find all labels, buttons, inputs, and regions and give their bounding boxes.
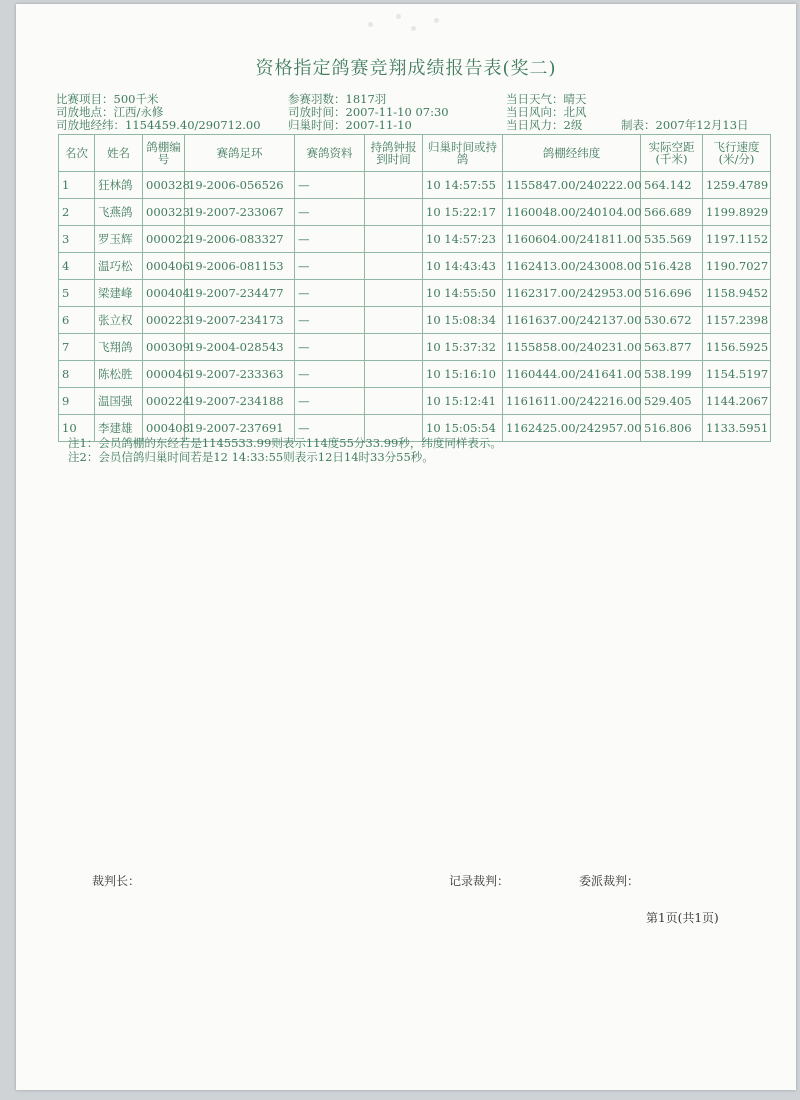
table-row (59, 226, 771, 253)
meta-wind-direction: 当日风向：北风 (506, 105, 587, 119)
punch-hole (396, 14, 401, 19)
cell-speed: 1133.5951 (703, 415, 771, 442)
cell-name: 陈松胜 (95, 361, 143, 388)
cell-ring: 19-2006-056526 (185, 172, 295, 199)
cell-rank: 4 (59, 253, 95, 280)
cell-arrival: 10 15:16:10 (423, 361, 503, 388)
cell-arrival: 10 15:22:17 (423, 199, 503, 226)
meta-release-coords: 司放地经纬：1154459.40/290712.00 (56, 118, 261, 132)
cell-distance: 538.199 (641, 361, 703, 388)
table-row (59, 253, 771, 280)
cell-loft: 000328 (143, 172, 185, 199)
cell-info: — (295, 307, 365, 334)
cell-clock (365, 334, 423, 361)
cell-ring: 19-2007-233067 (185, 199, 295, 226)
cell-speed: 1157.2398 (703, 307, 771, 334)
cell-distance: 530.672 (641, 307, 703, 334)
cell-loft: 000406 (143, 253, 185, 280)
cell-loft: 000323 (143, 199, 185, 226)
header-ring: 赛鸽足环 (185, 135, 295, 172)
meta-made-date: 制表：2007年12月13日 (621, 118, 749, 132)
cell-rank: 1 (59, 172, 95, 199)
signature-chief-judge: 裁判长： (92, 874, 141, 888)
header-name: 姓名 (95, 135, 143, 172)
cell-loft: 000408 (143, 415, 185, 442)
cell-speed: 1259.4789 (703, 172, 771, 199)
header-distance: 实际空距(千米) (641, 135, 703, 172)
cell-ring: 19-2006-081153 (185, 253, 295, 280)
punch-hole (368, 22, 373, 27)
cell-coords: 1155858.00/240231.00 (503, 334, 641, 361)
cell-clock (365, 280, 423, 307)
results-table (58, 134, 771, 442)
meta-wind-force: 当日风力：2级 (506, 118, 583, 132)
cell-rank: 8 (59, 361, 95, 388)
cell-clock (365, 307, 423, 334)
cell-ring: 19-2007-237691 (185, 415, 295, 442)
cell-coords: 1162413.00/243008.00 (503, 253, 641, 280)
cell-name: 飞翔鸽 (95, 334, 143, 361)
header-coords: 鸽棚经纬度 (503, 135, 641, 172)
cell-distance: 566.689 (641, 199, 703, 226)
cell-arrival: 10 14:55:50 (423, 280, 503, 307)
cell-loft: 000022 (143, 226, 185, 253)
cell-distance: 563.877 (641, 334, 703, 361)
cell-coords: 1160604.00/241811.00 (503, 226, 641, 253)
meta-release-time: 司放时间：2007-11-10 07:30 (288, 105, 449, 119)
cell-coords: 1162317.00/242953.00 (503, 280, 641, 307)
cell-name: 李建雄 (95, 415, 143, 442)
report-title: 资格指定鸽赛竞翔成绩报告表(奖二) (255, 58, 557, 79)
cell-loft: 000404 (143, 280, 185, 307)
cell-info: — (295, 226, 365, 253)
cell-clock (365, 253, 423, 280)
cell-speed: 1190.7027 (703, 253, 771, 280)
cell-loft: 000309 (143, 334, 185, 361)
cell-speed: 1144.2067 (703, 388, 771, 415)
page-number: 第1页(共1页) (646, 911, 719, 925)
cell-ring: 19-2007-234188 (185, 388, 295, 415)
cell-info: — (295, 361, 365, 388)
cell-distance: 535.569 (641, 226, 703, 253)
cell-ring: 19-2006-083327 (185, 226, 295, 253)
cell-ring: 19-2004-028543 (185, 334, 295, 361)
cell-coords: 1161611.00/242216.00 (503, 388, 641, 415)
cell-info: — (295, 415, 365, 442)
cell-arrival: 10 14:43:43 (423, 253, 503, 280)
header-loft: 鸽棚编号 (143, 135, 185, 172)
cell-arrival: 10 15:05:54 (423, 415, 503, 442)
cell-info: — (295, 388, 365, 415)
cell-distance: 529.405 (641, 388, 703, 415)
cell-clock (365, 199, 423, 226)
cell-name: 张立权 (95, 307, 143, 334)
header-info: 赛鸽资料 (295, 135, 365, 172)
header-speed: 飞行速度(米/分) (703, 135, 771, 172)
cell-clock (365, 361, 423, 388)
cell-name: 罗玉辉 (95, 226, 143, 253)
cell-coords: 1161637.00/242137.00 (503, 307, 641, 334)
cell-rank: 3 (59, 226, 95, 253)
cell-loft: 000046 (143, 361, 185, 388)
cell-clock (365, 226, 423, 253)
punch-hole (434, 18, 439, 23)
cell-distance: 516.696 (641, 280, 703, 307)
header-rank: 名次 (59, 135, 95, 172)
cell-ring: 19-2007-234477 (185, 280, 295, 307)
punch-hole (411, 26, 416, 31)
meta-release-place: 司放地点：江西/永修 (56, 105, 164, 119)
cell-rank: 2 (59, 199, 95, 226)
cell-rank: 5 (59, 280, 95, 307)
cell-name: 温国强 (95, 388, 143, 415)
cell-speed: 1199.8929 (703, 199, 771, 226)
cell-coords: 1162425.00/242957.00 (503, 415, 641, 442)
cell-loft: 000223 (143, 307, 185, 334)
cell-rank: 7 (59, 334, 95, 361)
cell-rank: 10 (59, 415, 95, 442)
meta-return-time: 归巢时间：2007-11-10 (288, 118, 412, 132)
meta-participants: 参赛羽数：1817羽 (288, 92, 387, 106)
report-paper (16, 4, 796, 1090)
cell-name: 狂林鸽 (95, 172, 143, 199)
signature-record-judge: 记录裁判： (449, 874, 510, 888)
cell-info: — (295, 280, 365, 307)
cell-distance: 516.806 (641, 415, 703, 442)
cell-distance: 516.428 (641, 253, 703, 280)
cell-distance: 564.142 (641, 172, 703, 199)
cell-info: — (295, 199, 365, 226)
cell-speed: 1156.5925 (703, 334, 771, 361)
cell-arrival: 10 15:37:32 (423, 334, 503, 361)
table-row (59, 307, 771, 334)
cell-info: — (295, 334, 365, 361)
header-clock: 持鸽钟报到时间 (365, 135, 423, 172)
cell-arrival: 10 14:57:55 (423, 172, 503, 199)
table-row (59, 172, 771, 199)
cell-speed: 1154.5197 (703, 361, 771, 388)
cell-loft: 000224 (143, 388, 185, 415)
cell-coords: 1160048.00/240104.00 (503, 199, 641, 226)
cell-ring: 19-2007-234173 (185, 307, 295, 334)
table-row (59, 334, 771, 361)
cell-name: 梁建峰 (95, 280, 143, 307)
cell-coords: 1160444.00/241641.00 (503, 361, 641, 388)
cell-coords: 1155847.00/240222.00 (503, 172, 641, 199)
cell-speed: 1158.9452 (703, 280, 771, 307)
cell-clock (365, 172, 423, 199)
table-row (59, 280, 771, 307)
cell-rank: 6 (59, 307, 95, 334)
table-row (59, 388, 771, 415)
cell-ring: 19-2007-233363 (185, 361, 295, 388)
cell-name: 温巧松 (95, 253, 143, 280)
header-arrival: 归巢时间或持鸽 (423, 135, 503, 172)
table-header-row (59, 135, 771, 172)
note-1: 注1：会员鸽棚的东经若是1145533.99则表示114度55分33.99秒，纬度同样表示。 (68, 436, 502, 450)
table-row (59, 361, 771, 388)
table-row (59, 199, 771, 226)
meta-race-item: 比赛项目：500千米 (56, 92, 159, 106)
note-2: 注2：会员信鸽归巢时间若是12 14:33:55则表示12日14时33分55秒。 (68, 450, 434, 464)
cell-arrival: 10 15:12:41 (423, 388, 503, 415)
meta-weather: 当日天气：晴天 (506, 92, 587, 106)
signature-assigned-judge: 委派裁判： (579, 874, 640, 888)
cell-speed: 1197.1152 (703, 226, 771, 253)
cell-name: 飞燕鸽 (95, 199, 143, 226)
cell-info: — (295, 172, 365, 199)
cell-arrival: 10 15:08:34 (423, 307, 503, 334)
cell-info: — (295, 253, 365, 280)
cell-arrival: 10 14:57:23 (423, 226, 503, 253)
cell-rank: 9 (59, 388, 95, 415)
cell-clock (365, 388, 423, 415)
